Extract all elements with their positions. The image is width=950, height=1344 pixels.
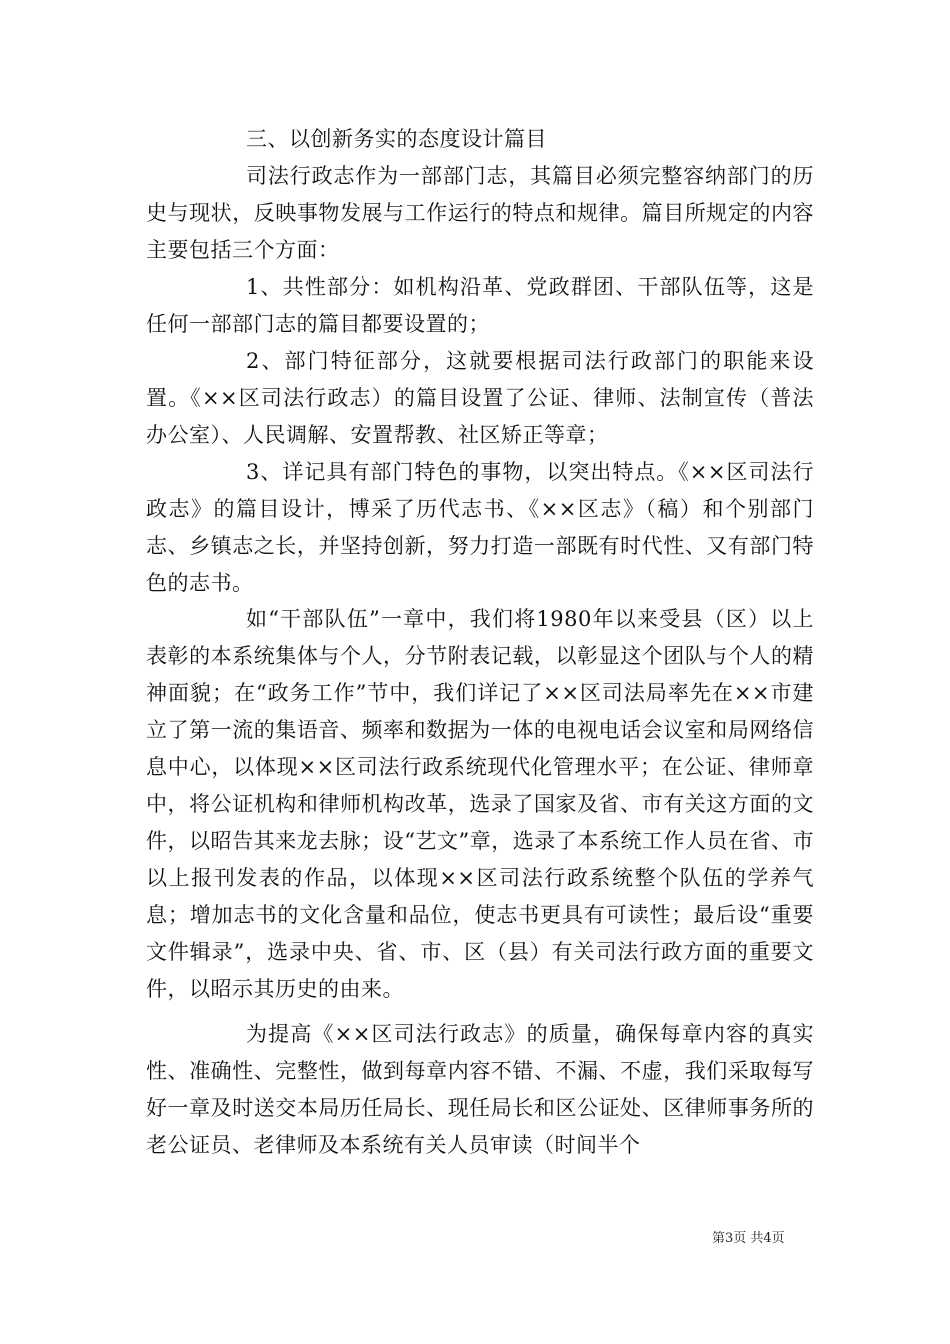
paragraph-intro: 司法行政志作为一部部门志，其篇目必须完整容纳部门的历史与现状，反映事物发展与工作运行的特点和规律。篇目所规定的内容主要包括三个方面： [146,164,814,262]
section-heading: 三、以创新务实的态度设计篇目 [246,127,547,151]
paragraph-item-3: 3、详记具有部门特色的事物，以突出特点。《××区司法行政志》的篇目设计，博采了历代志书、《××区志》（稿）和个别部门志、乡镇志之长，并坚持创新，努力打造一部既有时代性、又有部门特色的志书。 [146,460,814,595]
paragraph-item-1: 1、共性部分：如机构沿革、党政群团、干部队伍等，这是任何一部部门志的篇目都要设置的； [146,275,814,336]
paragraph-example: 如“干部队伍”一章中，我们将1980年以来受县（区）以上表彰的本系统集体与个人，分节附表记载，以彰显这个团队与个人的精神面貌；在“政务工作”节中，我们详记了××区司法局率先在××市建立了第一流的集语音、频率和数据为一体的电视电话会议室和局网络信息中心，以体现××区司法行政系统现代化管理水平；在公证、律师章中，将公证机构和律师机构改革，选录了国家及省、市有关这方面的文件，以昭告其来龙去脉；设“艺文”章，选录了本系统工作人员在省、市以上报刊发表的作品，以体现××区司法行政系统整个队伍的学养气息；增加志书的文化含量和品位，使志书更具有可读性；最后设“重要文件辑录”，选录中央、省、市、区（县）有关司法行政方面的重要文件，以昭示其历史的由来。 [146,607,814,1001]
paragraph-quality: 为提高《××区司法行政志》的质量，确保每章内容的真实性、准确性、完整性，做到每章内容不错、不漏、不虚，我们采取每写好一章及时送交本局历任局长、现任局长和区公证处、区律师事务所的老公证员、老律师及本系统有关人员审读（时间半个 [146,1022,814,1157]
paragraph-item-2: 2、部门特征部分，这就要根据司法行政部门的职能来设置。《××区司法行政志）的篇目设置了公证、律师、法制宣传（普法办公室）、人民调解、安置帮教、社区矫正等章； [146,349,814,447]
page-number-footer: 第3页 共4页 [712,1231,785,1246]
